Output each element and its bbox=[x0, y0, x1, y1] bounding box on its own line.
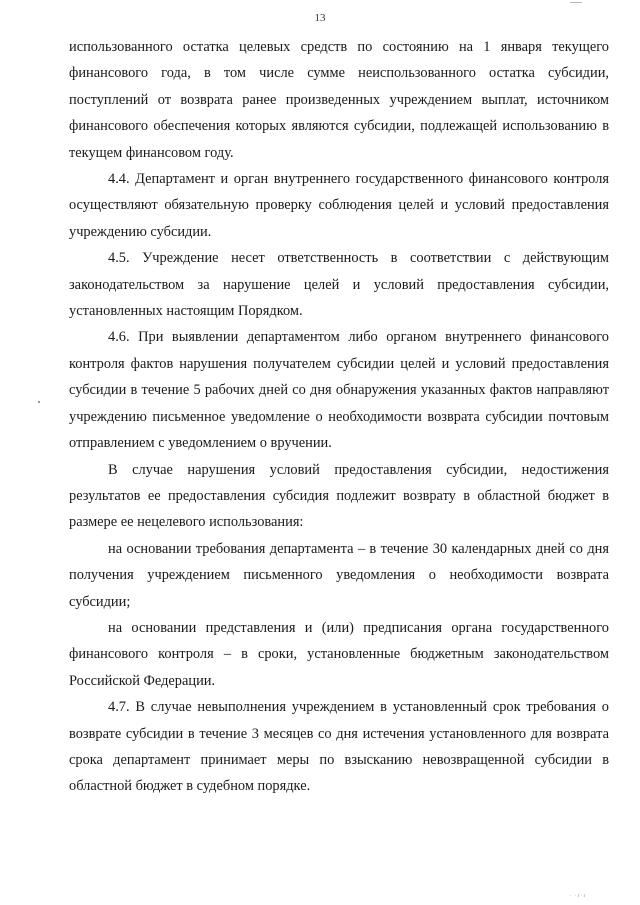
paragraph-4-6: 4.6. При выявлении департаментом либо органом внутреннего финансового контроля фактов нарушения получателем субсидии целей и условий предоставления субсидии в течение 5 рабочих дней со дня обнаружения указанных фактов направляют учреждению письменное уведомление о необходимости возврата субсидии почтовым отправлением с уведомлением о вручении. bbox=[69, 329, 609, 452]
paragraph-4-4: 4.4. Департамент и орган внутреннего государственного финансового контроля осуществляют обязательную проверку соблюдения целей и условий предоставления учреждению субсидии. bbox=[69, 171, 609, 240]
scan-corner-mark-bottom: · ·ı·ı bbox=[569, 893, 586, 899]
paragraph-4-7: 4.7. В случае невыполнения учреждением в установленный срок требования о возврате субсидии в течение 3 месяцев со дня истечения установленного для возврата срока департамент принимает меры по взысканию невозвращенной субсидии в областной бюджет в судебном порядке. bbox=[69, 699, 609, 795]
paragraph-department-requirement: на основании требования департамента – в течение 30 календарных дней со дня получения учреждением письменного уведомления о необходимости возврата субсидии; bbox=[69, 540, 609, 610]
paragraph-continuation: использованного остатка целевых средств по состоянию на 1 января текущего финансового года, в том числе сумме неиспользованного остатка субсидии, поступлений от возврата ранее произведенных учреждением выплат, источником финансового обеспечения которых являются субсидии, подлежащей использованию в текущем финансовом году. bbox=[69, 39, 609, 161]
page-number: 13 bbox=[314, 12, 326, 24]
paragraph-control-prescription: на основании представления и (или) предписания органа государственного финансового контроля – в сроки, установленные бюджетным законодательством Российской Федерации. bbox=[69, 619, 609, 689]
paragraph-violation-case: В случае нарушения условий предоставления субсидии, недостижения результатов ее предоставления субсидия подлежит возврату в областной бюджет в размере ее нецелевого использования: bbox=[69, 461, 609, 531]
scan-corner-mark bbox=[570, 0, 582, 3]
scan-dot-artifact bbox=[38, 401, 40, 403]
document-body bbox=[69, 34, 609, 800]
paragraph-4-5: 4.5. Учреждение несет ответственность в соответствии с действующим законодательством за нарушение целей и условий предоставления субсидии, установленных настоящим Порядком. bbox=[69, 250, 609, 320]
